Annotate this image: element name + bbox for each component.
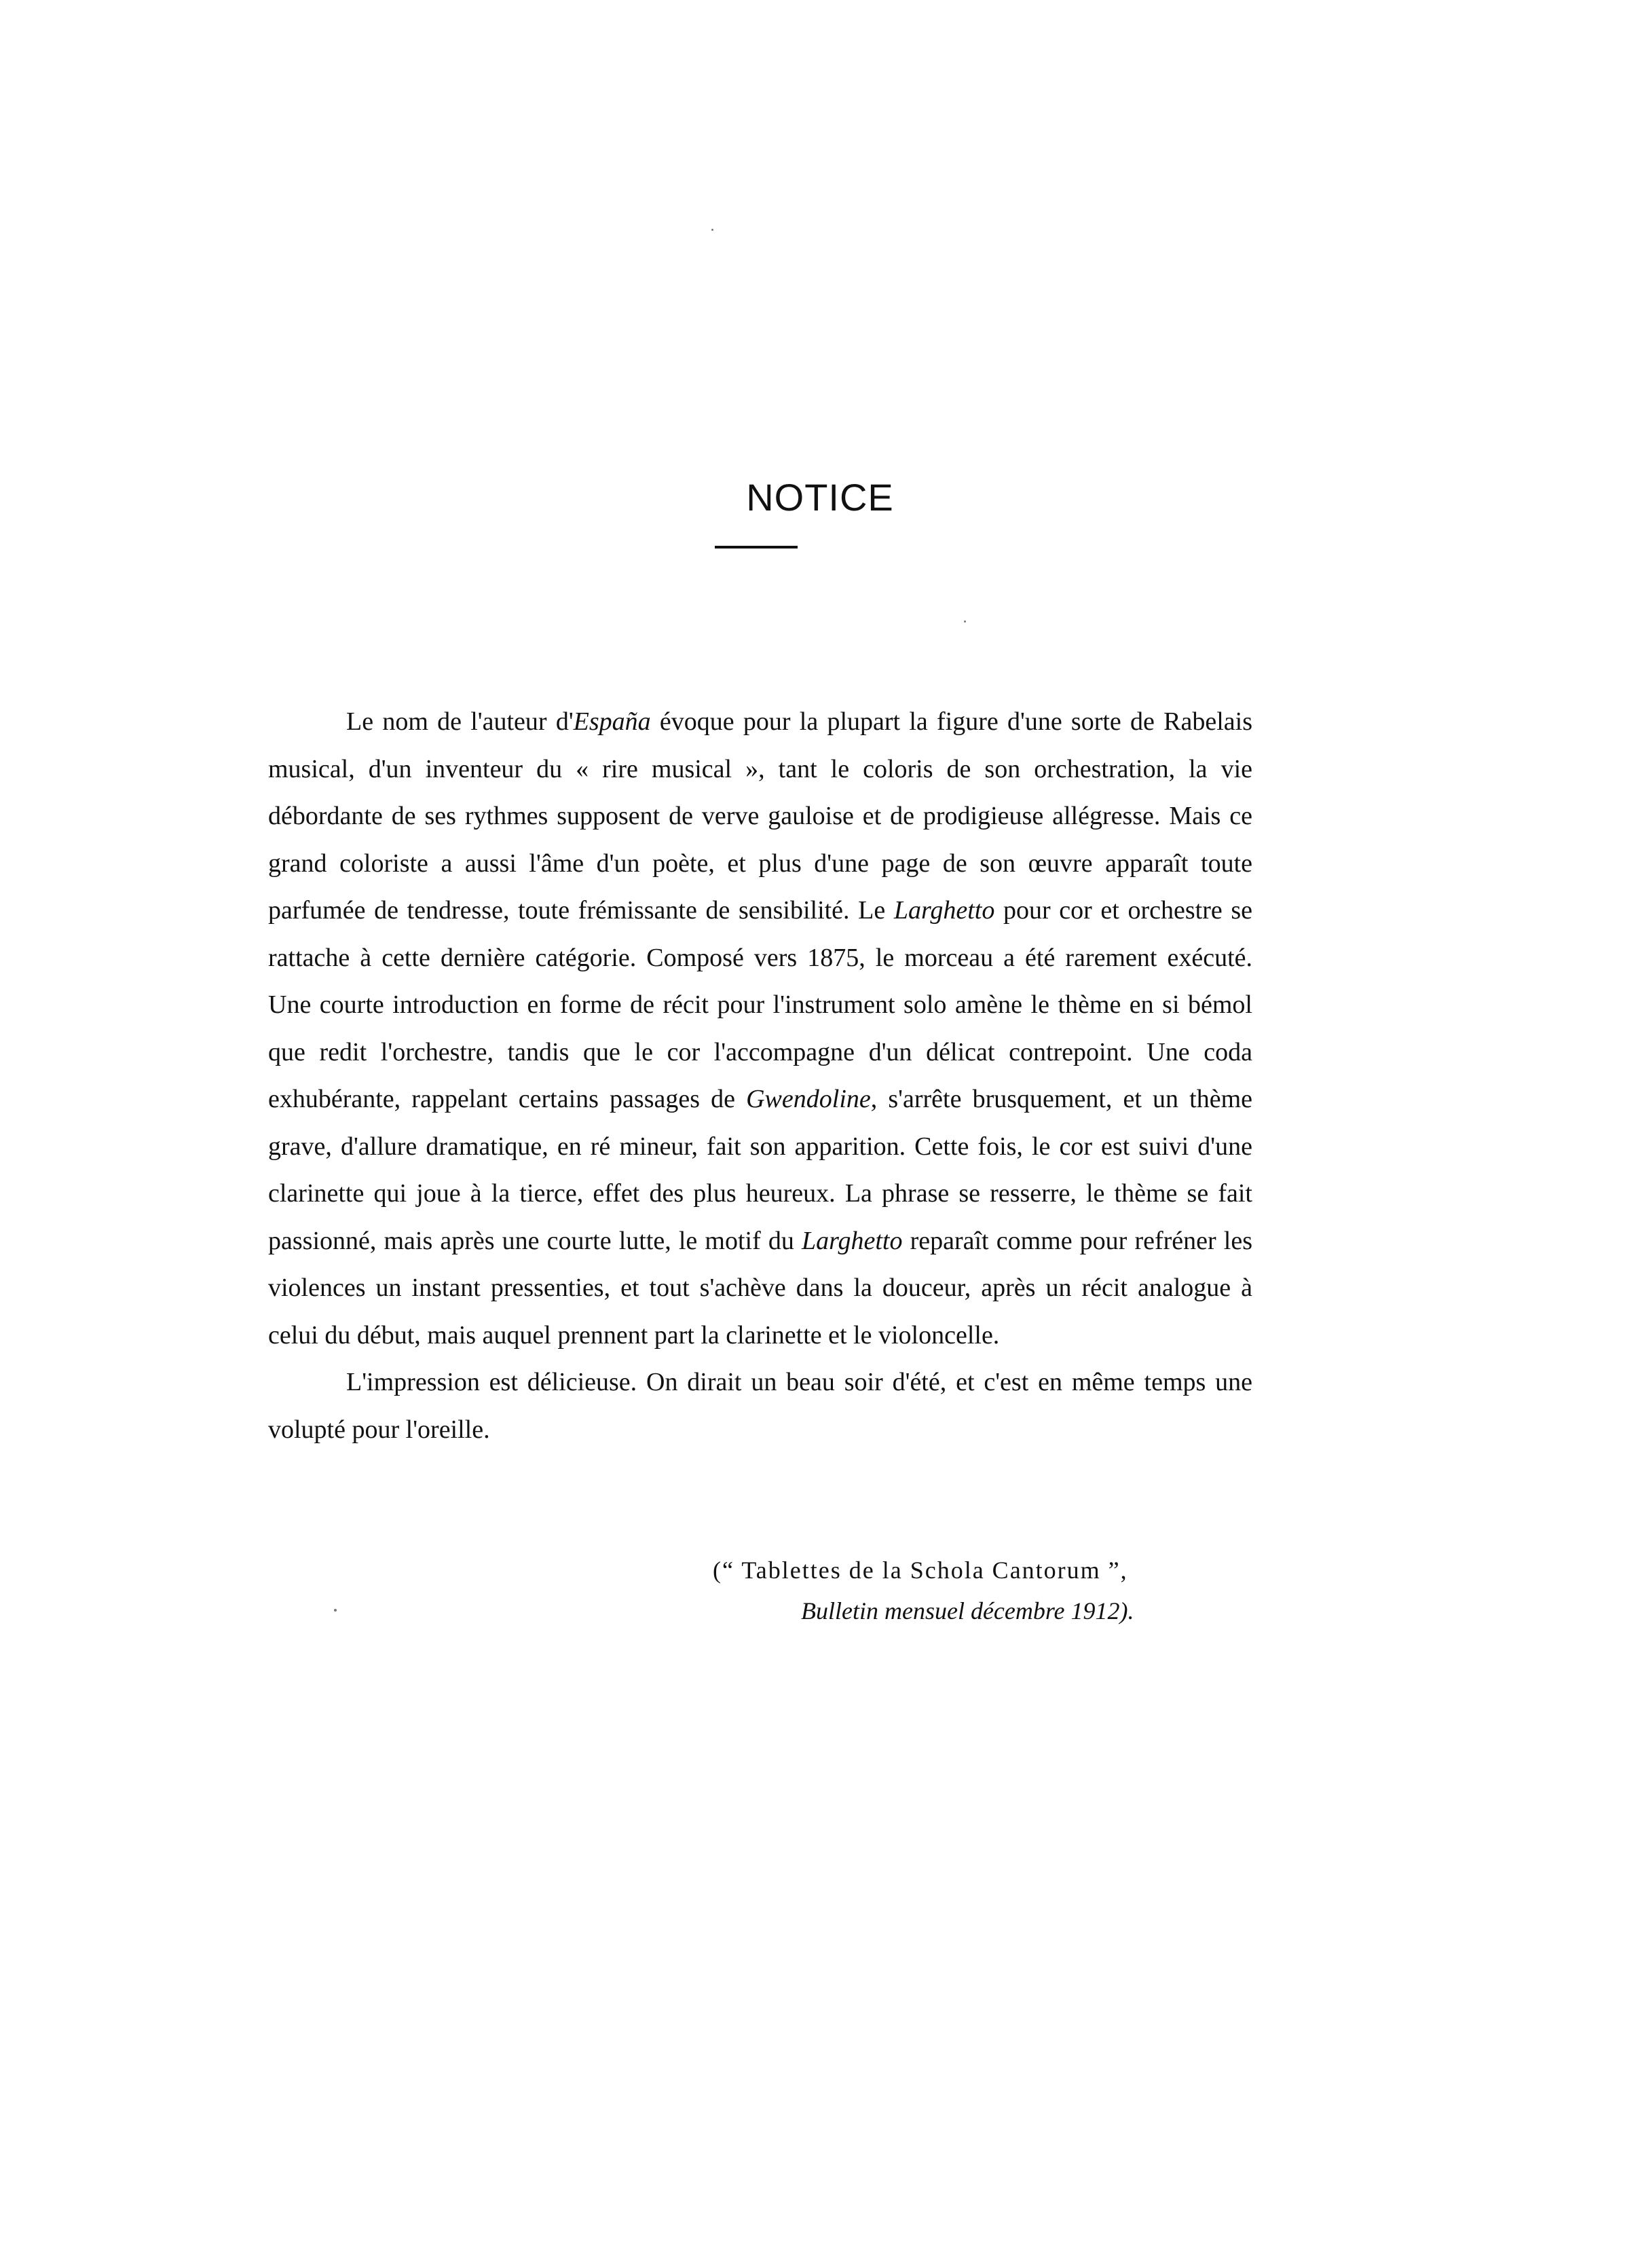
italic-title: Larghetto [893, 896, 995, 925]
citation [713, 1550, 1256, 1631]
scan-speck [334, 1609, 337, 1612]
title-underline [715, 546, 798, 549]
italic-title: Larghetto [801, 1226, 903, 1255]
citation-source: (“ Tablettes de la Schola Cantorum ”, [713, 1557, 1128, 1584]
paragraph-1: Le nom de l'auteur d'España évoque pour la plupart la figure d'une sorte de Rabelais musical, d'un inventeur du « rire musical », tant le coloris de son orchestration, la vie débordante de ses rythmes supposent de verve gauloise et de prodigieuse allégresse. Mais ce grand coloriste a aussi l'âme d'un poète, et plus d'une page de son œuvre apparaît toute parfumée de tendresse, toute frémissante de sensibilité. Le Larghetto pour cor et orchestre se rattache à cette dernière catégorie. Composé vers 1875, le morceau a été rarement exécuté. Une courte introduction en forme de récit pour l'instrument solo amène le thème en si bémol que redit l'orchestre, tandis que le cor l'accompagne d'un délicat contrepoint. Une coda exhubérante, rappelant certains passages de Gwendoline, s'arrête brusquement, et un thème grave, d'allure dramatique, en ré mineur, fait son apparition. Cette fois, le cor est suivi d'une clarinette qui joue à la tierce, effet des plus heureux. La phrase se resserre, le thème se fait passionné, mais après une courte lutte, le motif du Larghetto reparaît comme pour refréner les violences un instant pressenties, et tout s'achève dans la douceur, après un récit analogue à celui du début, mais auquel prennent part la clarinette et le violoncelle. [268, 707, 1253, 1350]
scan-speck [711, 229, 713, 231]
italic-title: Gwendoline [746, 1085, 871, 1113]
italic-title: España [573, 707, 651, 736]
paragraph-2: L'impression est délicieuse. On dirait un beau soir d'été, et c'est en même temps une volupté pour l'oreille. [268, 1368, 1252, 1444]
scan-speck [964, 620, 966, 622]
page-title: NOTICE [746, 476, 894, 519]
citation-bulletin: Bulletin mensuel décembre 1912). [801, 1597, 1134, 1624]
notice-body [268, 699, 1252, 1453]
